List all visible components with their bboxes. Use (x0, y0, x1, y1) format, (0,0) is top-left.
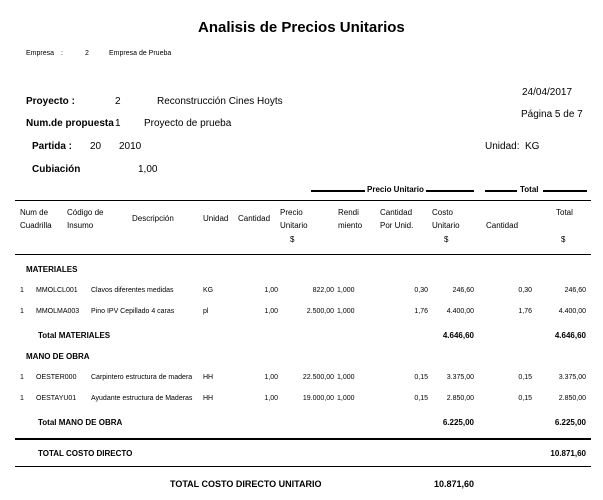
row-num: 1 (20, 287, 24, 294)
col-total-currency: $ (561, 235, 566, 244)
row-unidad: KG (203, 287, 214, 294)
row-rendimiento: 1,000 (337, 287, 355, 294)
row-precio: 19.000,00 (302, 395, 334, 402)
empresa-sep: : (61, 50, 63, 57)
proyecto-label: Proyecto : (26, 96, 75, 107)
col-cantidad: Cantidad (238, 214, 271, 223)
col-costo-currency: $ (444, 235, 449, 244)
col-precio-line1: Precio (280, 208, 303, 217)
row-total: 2.850,00 (558, 395, 586, 402)
row-cantidad: 1,00 (264, 395, 278, 402)
col-cant-unid-line1: Cantidad (380, 208, 413, 217)
col-num-line1: Num de (20, 208, 49, 217)
row-costo: 2.850,00 (446, 395, 474, 402)
section-total-label: Total MATERIALES (38, 331, 111, 340)
col-costo-line1: Costo (432, 208, 453, 217)
precio-unitario-group: Precio Unitario (367, 185, 424, 194)
col-total-line1: Total (556, 208, 573, 217)
row-cantidad: 1,00 (264, 374, 278, 381)
propuesta-code: 1 (115, 118, 121, 129)
precio-group-line-left (311, 190, 365, 192)
unidad-label: Unidad: (485, 141, 520, 152)
page-number: Página 5 de 7 (521, 109, 583, 120)
row-num: 1 (20, 308, 24, 315)
partida-name: 2010 (119, 141, 142, 152)
section-total-total: 6.225,00 (554, 418, 586, 427)
row-unidad: HH (203, 374, 214, 381)
row-costo: 246,60 (452, 287, 474, 294)
col-rendimiento-line1: Rendi (338, 208, 359, 217)
empresa-name: Empresa de Prueba (109, 50, 172, 57)
row-num: 1 (20, 374, 24, 381)
row-cantidad: 1,00 (264, 287, 278, 294)
row-unidad: HH (203, 395, 214, 402)
row-cant-unid: 0,15 (414, 374, 428, 381)
row-rendimiento: 1,000 (337, 308, 355, 315)
partida-label: Partida : (32, 141, 73, 152)
row-total: 246,60 (564, 287, 586, 294)
row-costo: 4.400,00 (446, 308, 474, 315)
col-codigo-line2: Insumo (67, 221, 94, 230)
unidad-value: KG (525, 141, 540, 152)
propuesta-name: Proyecto de prueba (144, 118, 232, 129)
totals-bottom-rule (15, 466, 591, 467)
row-rendimiento: 1,000 (337, 374, 355, 381)
report-title: Analisis de Precios Unitarios (198, 19, 405, 36)
total-costo-directo-value: 10.871,60 (550, 449, 586, 458)
col-rendimiento-line2: miento (338, 221, 363, 230)
section-total-label: Total MANO DE OBRA (38, 418, 123, 427)
proyecto-code: 2 (115, 96, 121, 107)
totals-rule (15, 438, 591, 440)
row-num: 1 (20, 395, 24, 402)
col-descripcion: Descripción (132, 214, 174, 223)
empresa-label: Empresa (26, 50, 55, 57)
row-total: 3.375,00 (558, 374, 586, 381)
row-cantidad: 1,00 (264, 308, 278, 315)
header-top-rule (15, 200, 591, 201)
total-group-line-left (485, 190, 517, 192)
row-code: MMOLCL001 (36, 287, 78, 294)
empresa-code: 2 (85, 50, 89, 57)
col-precio-line2: Unitario (280, 221, 308, 230)
section-title: MATERIALES (26, 265, 78, 274)
report-date: 24/04/2017 (522, 87, 573, 98)
partida-code: 20 (90, 141, 102, 152)
section-title: MANO DE OBRA (26, 352, 90, 361)
row-precio: 2.500,00 (306, 308, 334, 315)
section-total-costo: 6.225,00 (442, 418, 474, 427)
col-precio-currency: $ (290, 235, 295, 244)
row-rendimiento: 1,000 (337, 395, 355, 402)
total-costo-directo-label: TOTAL COSTO DIRECTO (38, 449, 133, 458)
row-total-cantidad: 0,30 (518, 287, 532, 294)
total-group: Total (520, 185, 539, 194)
row-code: OESTAYU01 (36, 395, 77, 402)
row-costo: 3.375,00 (446, 374, 474, 381)
row-cant-unid: 1,76 (414, 308, 428, 315)
col-num-line2: Cuadrilla (20, 221, 52, 230)
row-total-cantidad: 0,15 (518, 395, 532, 402)
col-costo-line2: Unitario (432, 221, 460, 230)
cubiacion-label: Cubiación (32, 164, 81, 175)
propuesta-label: Num.de propuesta (26, 118, 114, 129)
row-code: OESTER000 (36, 374, 77, 381)
col-cant-unid-line2: Por Unid. (380, 221, 414, 230)
cubiacion-value: 1,00 (138, 164, 158, 175)
section-total-total: 4.646,60 (554, 331, 586, 340)
row-precio: 822,00 (312, 287, 334, 294)
row-precio: 22.500,00 (302, 374, 334, 381)
row-desc: Ayudante estructura de Maderas (91, 395, 193, 402)
precio-group-line-right (426, 190, 474, 192)
row-desc: Carpintero estructura de madera (91, 374, 193, 381)
proyecto-name: Reconstrucción Cines Hoyts (157, 96, 283, 107)
row-total-cantidad: 1,76 (518, 308, 532, 315)
col-total-cantidad: Cantidad (486, 221, 519, 230)
header-bottom-rule (15, 254, 591, 255)
col-unidad: Unidad (203, 214, 229, 223)
total-group-line-right (543, 190, 587, 192)
row-desc: Clavos diferentes medidas (91, 287, 174, 294)
col-codigo-line1: Código de (67, 208, 104, 217)
total-costo-directo-unitario-value: 10.871,60 (433, 479, 474, 489)
row-code: MMOLMA003 (36, 308, 80, 315)
row-cant-unid: 0,30 (414, 287, 428, 294)
section-total-costo: 4.646,60 (442, 331, 474, 340)
total-costo-directo-unitario-label: TOTAL COSTO DIRECTO UNITARIO (170, 479, 322, 489)
row-desc: Pino IPV Cepillado 4 caras (91, 308, 175, 315)
row-total-cantidad: 0,15 (518, 374, 532, 381)
row-cant-unid: 0,15 (414, 395, 428, 402)
row-unidad: pl (203, 308, 209, 315)
row-total: 4.400,00 (558, 308, 586, 315)
